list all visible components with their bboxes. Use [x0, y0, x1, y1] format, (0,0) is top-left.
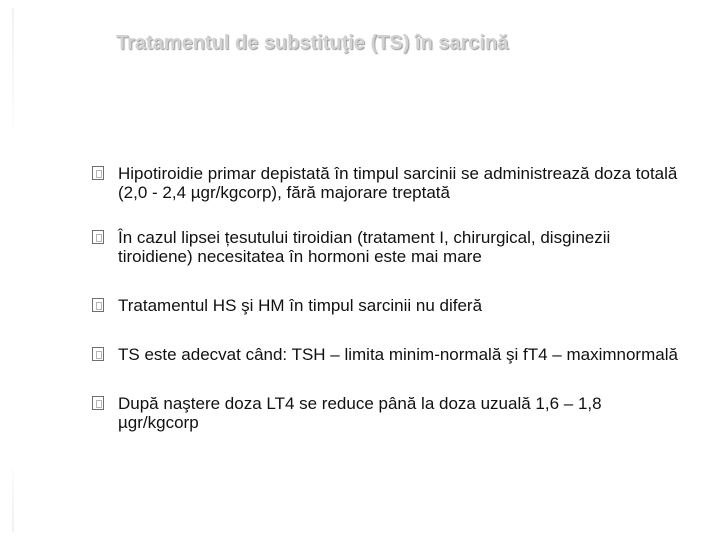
bullet-text: Hipotiroidie primar depistată în timpul sarcinii se administrează doza totală (2,0 - 2,4 µgr/kgcorp), fără majorare treptată [118, 164, 678, 202]
bullet-item [92, 228, 682, 266]
bullet-item [92, 296, 682, 315]
bullet-item [92, 345, 682, 364]
square-bullet-icon [92, 347, 104, 361]
square-bullet-icon [92, 166, 104, 180]
decorative-rule-top [12, 8, 14, 128]
slide-title: Tratamentul de substituţie (TS) în sarcină [116, 32, 509, 54]
bullet-text: Tratamentul HS şi HM în timpul sarcinii nu diferă [118, 296, 483, 315]
square-bullet-icon [92, 298, 104, 312]
bullet-text: După naştere doza LT4 se reduce până la doza uzuală 1,6 – 1,8 µgr/kgcorp [118, 394, 602, 432]
square-bullet-icon [92, 396, 104, 410]
bullet-text: TS este adecvat când: TSH – limita minim-normală şi fT4 – maximnormală [118, 345, 678, 364]
bullet-text: În cazul lipsei țesutului tiroidian (tratament I, chirurgical, disginezii tiroidiene) necesitatea în hormoni este mai mare [118, 228, 611, 266]
bullet-item [92, 394, 682, 432]
bullet-list [92, 164, 682, 432]
square-bullet-icon [92, 230, 104, 244]
bullet-item [92, 164, 682, 202]
decorative-rule-bottom [12, 470, 14, 532]
